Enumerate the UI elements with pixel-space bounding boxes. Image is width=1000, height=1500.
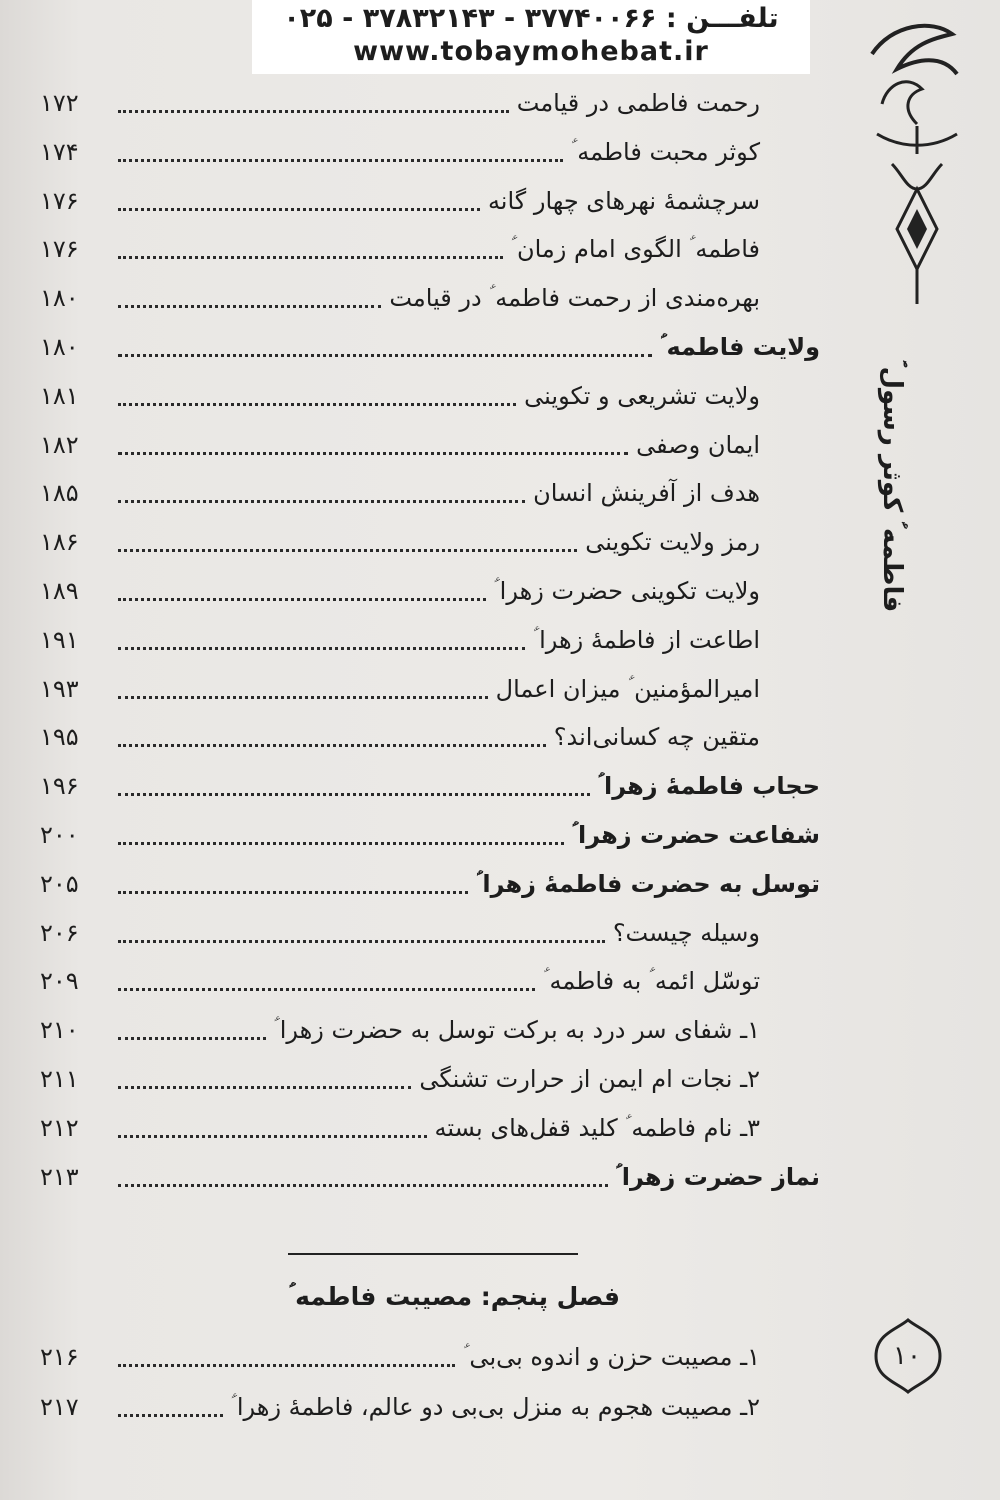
chapter-divider	[288, 1253, 578, 1255]
toc-leader-dots	[118, 891, 468, 894]
running-title: فاطمه ؑ کوثر رسول ؐ	[877, 360, 907, 613]
toc-entry-page: ۱۷۲	[40, 89, 79, 117]
toc-entry-page: ۱۸۱	[40, 381, 79, 410]
toc-entry-title: امیرالمؤمنین ؑ میزان اعمال	[495, 674, 760, 703]
toc-leader-dots	[118, 1414, 223, 1417]
toc-entry-page: ۱۷۶	[40, 235, 79, 264]
toc-entry	[40, 328, 820, 366]
toc-leader-dots	[118, 1037, 266, 1040]
toc-leader-dots	[118, 159, 563, 162]
toc-entry	[40, 1011, 820, 1049]
toc-entry-title: ۲ـ نجات ام ایمن از حرارت تشنگی	[419, 1065, 760, 1093]
toc-entry	[40, 426, 820, 464]
toc-leader-dots	[118, 940, 605, 943]
toc-leader-dots	[118, 598, 486, 601]
website-url: www.tobaymohebat.ir	[353, 36, 709, 67]
toc-entry	[40, 182, 820, 220]
toc-entry-title: هدف از آفرینش انسان	[533, 479, 760, 508]
toc-leader-dots	[118, 793, 590, 796]
toc-entry-page: ۲۰۹	[40, 967, 79, 996]
toc-entry-page: ۱۹۳	[40, 674, 79, 703]
toc-entry-title: اطاعت از فاطمهٔ زهرا ؑ	[533, 625, 760, 654]
toc-entry-page: ۱۸۶	[40, 528, 79, 557]
chapter-heading: فصل پنجم: مصیبت فاطمه ؑ	[288, 1282, 620, 1311]
toc-entry-page: ۱۹۱	[40, 625, 79, 654]
toc-entry-title: رحمت فاطمی در قیامت	[516, 89, 760, 117]
page-number: ۱۰	[893, 1341, 921, 1371]
toc-entry	[40, 474, 820, 512]
toc-entry	[40, 572, 820, 610]
toc-entry-page: ۲۱۰	[40, 1016, 79, 1045]
toc-leader-dots	[118, 549, 577, 552]
toc-leader-dots	[118, 256, 503, 259]
toc-entry	[40, 377, 820, 415]
toc-entry-page: ۱۸۰	[40, 284, 79, 313]
toc-leader-dots	[118, 1135, 427, 1138]
toc-entry-title: نماز حضرت زهرا ؑ	[615, 1162, 820, 1191]
toc-leader-dots	[118, 403, 516, 406]
calligraphy-ornament-icon	[862, 14, 972, 314]
toc-entry	[40, 621, 820, 659]
toc-entry	[40, 670, 820, 708]
toc-entry-page: ۲۱۳	[40, 1162, 79, 1191]
toc-entry	[40, 1060, 820, 1098]
toc-entry	[40, 962, 820, 1000]
toc-leader-dots	[118, 842, 564, 845]
toc-entry-page: ۱۸۰	[40, 333, 79, 361]
contact-banner	[252, 0, 810, 74]
toc-leader-dots	[118, 354, 652, 357]
phone-numbers: تلفـــن : ۳۷۷۴۰۰۶۶ - ۳۷۸۳۲۱۴۳ - ۰۲۵	[283, 3, 779, 34]
toc-entry-page: ۱۹۵	[40, 723, 79, 752]
toc-entry-page: ۱۷۶	[40, 186, 79, 215]
toc-entry	[40, 230, 820, 268]
toc-entry	[40, 1338, 820, 1376]
toc-entry-page: ۱۸۹	[40, 577, 79, 605]
toc-entry-page: ۲۱۲	[40, 1113, 79, 1142]
toc-leader-dots	[118, 305, 381, 308]
toc-entry-page: ۱۷۴	[40, 137, 79, 166]
toc-entry-title: ۳ـ نام فاطمه ؑ کلید قفل‌های بسته	[434, 1113, 760, 1142]
toc-entry-title: متقین چه کسانی‌اند؟	[553, 723, 760, 752]
toc-entry-page: ۱۸۵	[40, 479, 79, 508]
toc-entry-page: ۲۱۷	[40, 1393, 79, 1421]
toc-entry-page: ۱۸۲	[40, 430, 79, 459]
toc-entry-page: ۱۹۶	[40, 772, 79, 801]
toc-entry-page: ۲۰۰	[40, 821, 79, 849]
toc-leader-dots	[118, 988, 535, 991]
toc-entry	[40, 133, 820, 171]
toc-leader-dots	[118, 696, 488, 699]
toc-entry-page: ۲۱۱	[40, 1065, 79, 1093]
toc-leader-dots	[118, 452, 628, 455]
toc-entry-title: توسل به حضرت فاطمهٔ زهرا ؑ	[476, 869, 820, 898]
toc-entry	[40, 279, 820, 317]
toc-entry	[40, 1158, 820, 1196]
toc-entry	[40, 865, 820, 903]
toc-entry-page: ۲۱۶	[40, 1343, 79, 1371]
toc-leader-dots	[118, 647, 525, 650]
toc-entry-title: وسیله چیست؟	[612, 918, 760, 947]
toc-entry	[40, 84, 820, 122]
toc-entry-title: ولایت فاطمه ؑ	[660, 333, 820, 361]
toc-entry-title: ۱ـ مصیبت حزن و اندوه بی‌بی ؑ	[463, 1343, 760, 1371]
toc-entry-title: رمز ولایت تکوینی	[585, 528, 760, 557]
toc-leader-dots	[118, 1086, 411, 1089]
toc-entry	[40, 1109, 820, 1147]
toc-leader-dots	[118, 1364, 455, 1367]
toc-entry	[40, 914, 820, 952]
toc-entry-title: ۱ـ شفای سر درد به برکت توسل به حضرت زهرا ؑ	[273, 1016, 760, 1045]
toc-entry	[40, 1388, 820, 1426]
toc-entry-title: فاطمه ؑ الگوی امام زمان ؑ	[510, 235, 760, 264]
toc-entry-title: توسّل ائمه ؑ به فاطمه ؑ	[543, 967, 760, 996]
toc-entry	[40, 523, 820, 561]
toc-leader-dots	[118, 110, 509, 113]
toc-entry-page: ۲۰۶	[40, 918, 79, 947]
toc-entry-title: ۲ـ مصیبت هجوم به منزل بی‌بی دو عالم، فاطمهٔ زهرا ؑ	[230, 1393, 760, 1421]
toc-entry	[40, 816, 820, 854]
toc-entry-title: شفاعت حضرت زهرا ؑ	[571, 821, 820, 849]
toc-leader-dots	[118, 500, 525, 503]
toc-leader-dots	[118, 208, 480, 211]
toc-entry-title: حجاب فاطمهٔ زهرا ؑ	[597, 772, 820, 801]
toc-entry	[40, 767, 820, 805]
toc-entry-title: کوثر محبت فاطمه ؑ	[571, 137, 760, 166]
toc-entry-title: سرچشمهٔ نهرهای چهار گانه	[487, 186, 760, 215]
toc-entry	[40, 718, 820, 756]
toc-leader-dots	[118, 1184, 608, 1187]
toc-entry-title: ولایت تشریعی و تکوینی	[524, 381, 760, 410]
toc-leader-dots	[118, 744, 546, 747]
toc-entry-title: ایمان وصفی	[636, 430, 760, 459]
toc-entry-page: ۲۰۵	[40, 869, 79, 898]
toc-entry-title: بهره‌مندی از رحمت فاطمه ؑ در قیامت	[389, 284, 760, 313]
toc-entry-title: ولایت تکوینی حضرت زهرا ؑ	[493, 577, 760, 605]
